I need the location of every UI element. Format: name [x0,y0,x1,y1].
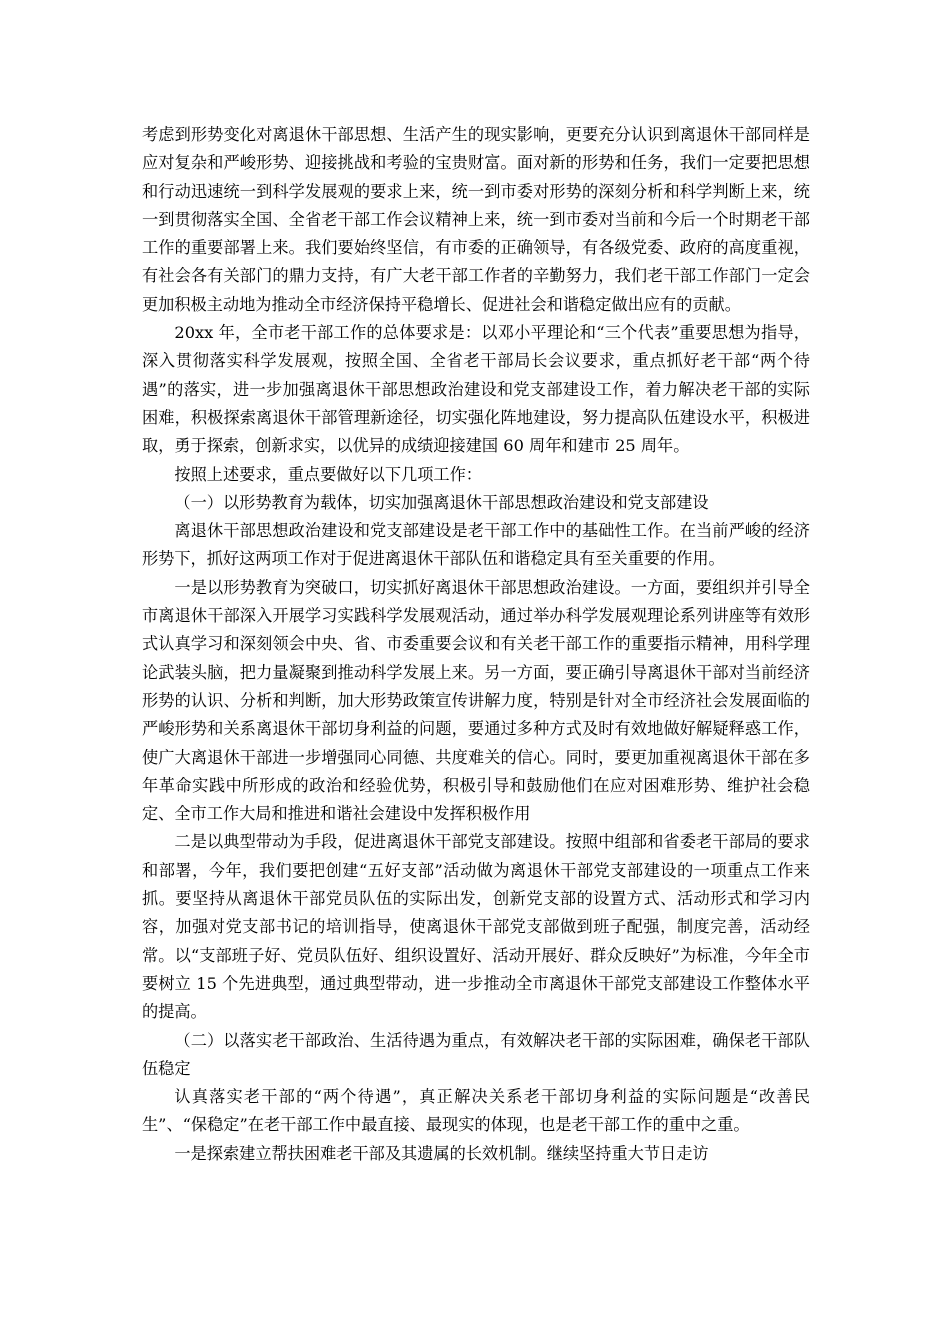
paragraph-section-1-point-2: 二是以典型带动为手段，促进离退休干部党支部建设。按照中组部和省委老干部局的要求和部署，今年，我们要把创建“五好支部”活动做为离退休干部党支部建设的一项重点工作来抓。要坚持从离退休干部党员队伍的实际出发，创新党支部的设置方式、活动形式和学习内容，加强对党支部书记的培训指导，使离退休干部党支部做到班子配强，制度完善，活动经常。以“支部班子好、党员队伍好、组织设置好、活动开展好、群众反映好”为标准，今年全市要树立 15 个先进典型，通过典型带动，进一步推动全市离退休干部党支部建设工作整体水平的提高。 [142,832,810,1022]
paragraph-section-1-point-1: 一是以形势教育为突破口，切实抓好离退休干部思想政治建设。一方面，要组织并引导全市离退休干部深入开展学习实践科学发展观活动，通过举办科学发展观理论系列讲座等有效形式认真学习和深刻领会中央、省、市委重要会议和有关老干部工作的重要指示精神，用科学理论武装头脑，把力量凝聚到推动科学发展上来。另一方面，要正确引导离退休干部对当前经济形势的认识、分析和判断，加大形势政策宣传讲解力度，特别是针对全市经济社会发展面临的严峻形势和关系离退休干部切身利益的问题，要通过多种方式及时有效地做好解疑释惑工作，使广大离退休干部进一步增强同心同德、共度难关的信心。同时，要更加重视离退休干部在多年革命实践中所形成的政治和经验优势，积极引导和鼓励他们在应对困难形势、维护社会稳定、全市工作大局和推进和谐社会建设中发挥积极作用 [142,577,810,824]
paragraph-section-2-point-1: 一是探索建立帮扶困难老干部及其遗属的长效机制。继续坚持重大节日走访 [174,1143,709,1163]
section-heading-1: （一）以形势教育为载体，切实加强离退休干部思想政治建设和党支部建设 [174,492,709,512]
paragraph-section-1-intro: 离退休干部思想政治建设和党支部建设是老干部工作中的基础性工作。在当前严峻的经济形势下，抓好这两项工作对于促进离退休干部队伍和谐稳定具有至关重要的作用。 [142,521,810,569]
paragraph-section-2-intro: 认真落实老干部的“两个待遇”，真正解决关系老干部切身利益的实际问题是“改善民生”、“保稳定”在老干部工作中最直接、最现实的体现，也是老干部工作的重中之重。 [142,1087,810,1135]
paragraph-intro: 考虑到形势变化对离退休干部思想、生活产生的现实影响，更要充分认识到离退休干部同样是应对复杂和严峻形势、迎接挑战和考验的宝贵财富。面对新的形势和任务，我们一定要把思想和行动迅速统一到科学发展观的要求上来，统一到市委对形势的深刻分析和科学判断上来，统一到贯彻落实全国、全省老干部工作会议精神上来，统一到市委对当前和今后一个时期老干部工作的重要部署上来。我们要始终坚信，有市委的正确领导，有各级党委、政府的高度重视，有社会各有关部门的鼎力支持，有广大老干部工作者的辛勤努力，我们老干部工作部门一定会更加积极主动地为推动全市经济保持平稳增长、促进社会和谐稳定做出应有的贡献。 [142,125,810,314]
paragraph-general-requirements: 20xx 年，全市老干部工作的总体要求是：以邓小平理论和“三个代表”重要思想为指导，深入贯彻落实科学发展观，按照全国、全省老干部局长会议要求，重点抓好老干部“两个待遇”的落实，进一步加强离退休干部思想政治建设和党支部建设工作，着力解决老干部的实际困难，积极探索离退休干部管理新途径，切实强化阵地建设，努力提高队伍建设水平，积极进取，勇于探索，创新求实，以优异的成绩迎接建国 60 周年和建市 25 周年。 [142,323,810,456]
section-heading-2: （二）以落实老干部政治、生活待遇为重点，有效解决老干部的实际困难，确保老干部队伍稳定 [142,1030,810,1078]
document-page [142,121,810,1168]
paragraph-key-tasks-lead: 按照上述要求，重点要做好以下几项工作： [174,464,482,484]
